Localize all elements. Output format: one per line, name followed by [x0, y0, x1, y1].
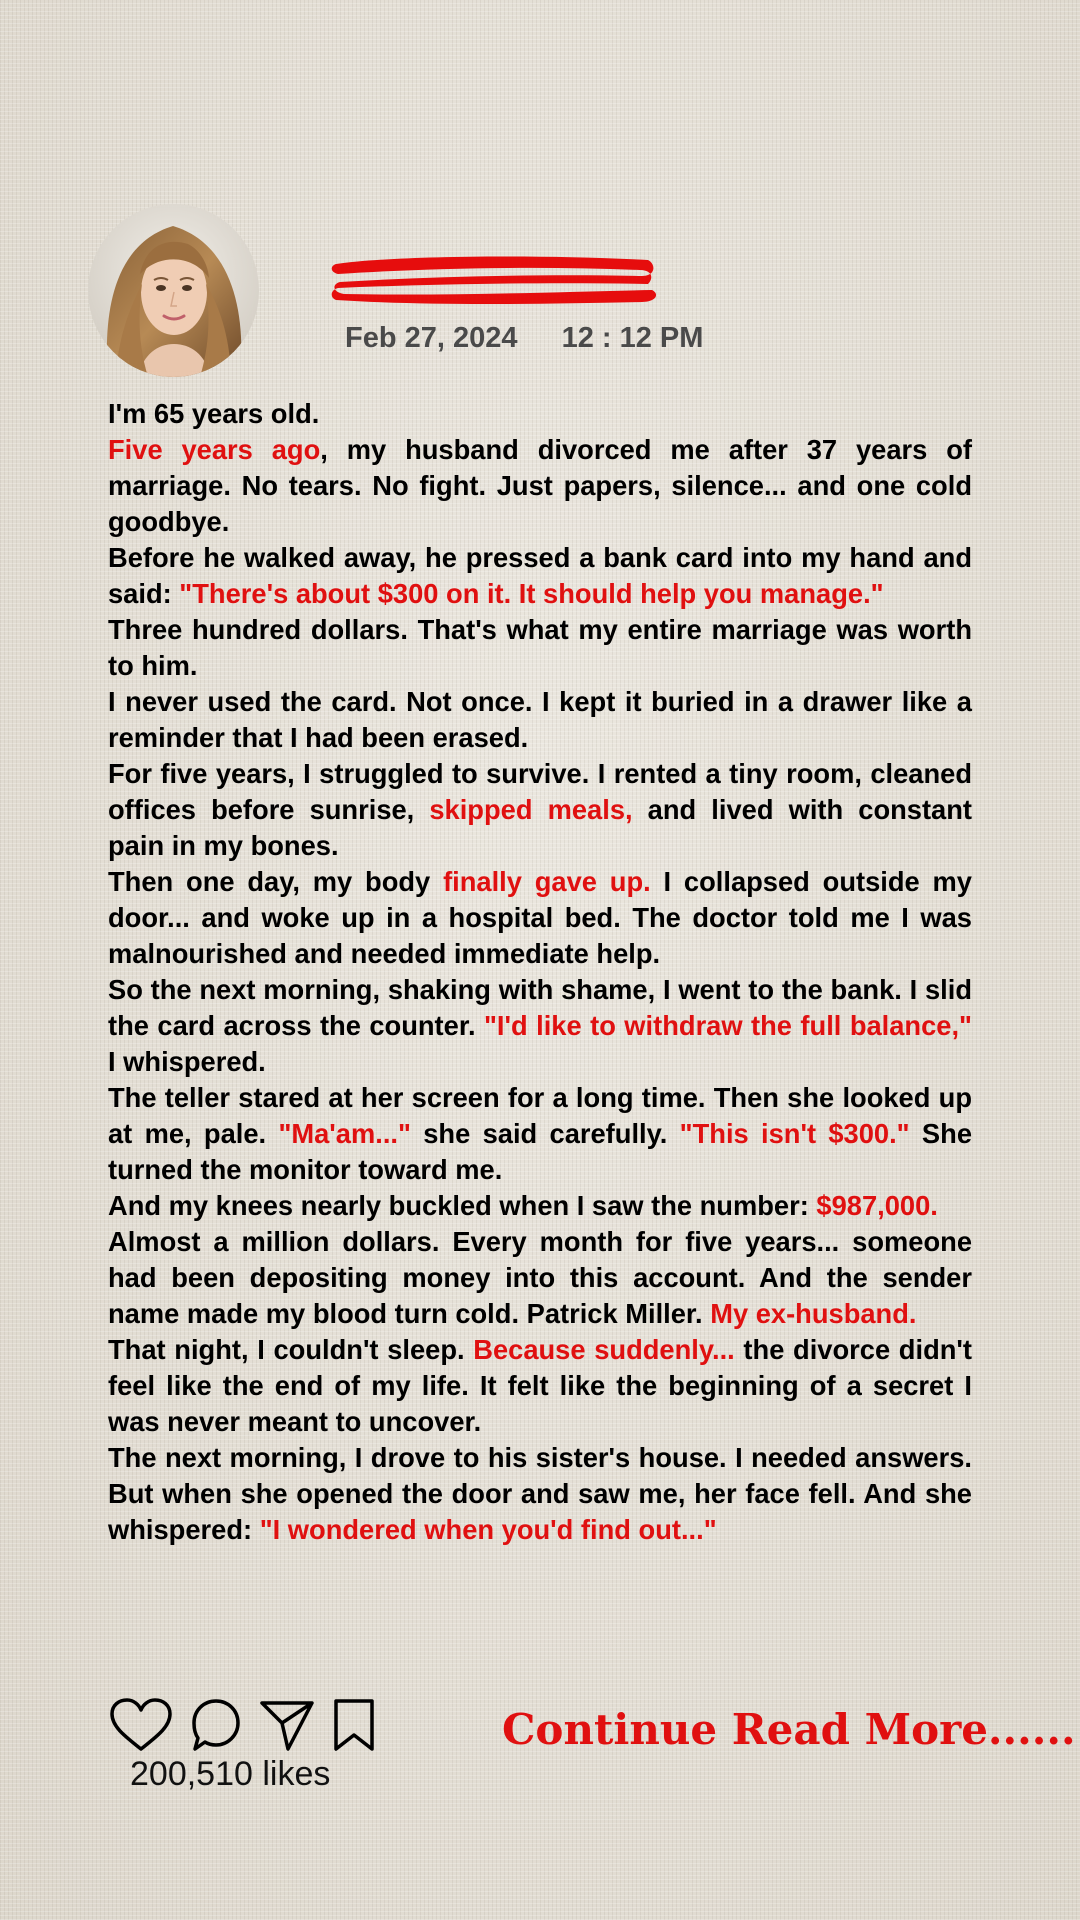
avatar[interactable] — [88, 204, 259, 377]
story-text-segment: For five years, I struggled to survive. I rented a tiny room, cleaned offices before sunrise, — [108, 758, 972, 825]
highlighted-text: "I'd like to withdraw the full balance," — [483, 1010, 972, 1041]
story-paragraph — [108, 684, 972, 756]
highlighted-text: "I wondered when you'd find out..." — [259, 1514, 717, 1545]
post-date: Feb 27, 2024 — [345, 322, 518, 354]
story-paragraph — [108, 540, 972, 612]
story-text-segment: Then one day, my body — [108, 866, 444, 897]
story-text-segment: , my husband divorced me after 37 years of marriage. No tears. No fight. Just papers, silence... and one cold goodbye. — [108, 434, 972, 537]
continue-read-more-link[interactable]: Continue Read More...... — [502, 1705, 1076, 1754]
story-text-segment: And my knees nearly buckled when I saw the number: — [108, 1190, 817, 1221]
likes-count: 200,510 likes — [130, 1755, 331, 1793]
story-paragraph — [108, 1080, 972, 1188]
story-text-segment: The next morning, I drove to his sister's house. I needed answers. But when she opened the door and saw me, her face fell. And she whispered: — [108, 1442, 972, 1545]
highlighted-text: $987,000. — [816, 1190, 938, 1221]
story-text-segment: and lived with constant pain in my bones. — [108, 794, 973, 861]
highlighted-text: Five years ago — [108, 434, 321, 465]
story-text-segment: I never used the card. Not once. I kept it buried in a drawer like a reminder that I had been erased. — [108, 686, 972, 753]
heart-icon[interactable] — [108, 1697, 174, 1753]
story-paragraph — [108, 756, 972, 864]
story-text-segment: I collapsed outside my door... and woke up in a hospital bed. The doctor told me I was malnourished and needed immediate help. — [108, 866, 972, 969]
highlighted-text: skipped meals, — [429, 794, 633, 825]
highlighted-text: "This isn't $300." — [679, 1118, 910, 1149]
avatar-portrait — [88, 204, 259, 377]
story-paragraph — [108, 432, 972, 540]
highlighted-text: My ex-husband. — [710, 1298, 917, 1329]
story-paragraph — [108, 1188, 972, 1224]
story-paragraph — [108, 1332, 972, 1440]
story-text-segment: Almost a million dollars. Every month for five years... someone had been depositing money into this account. And the sender name made my blood turn cold. Patrick Miller. — [108, 1226, 972, 1329]
story-paragraph — [108, 612, 972, 684]
story-text-segment: I'm 65 years old. — [108, 398, 320, 429]
highlighted-text: "There's about $300 on it. It should help you manage." — [179, 578, 884, 609]
story-paragraph — [108, 1440, 972, 1548]
post-meta — [345, 322, 703, 355]
post-time: 12 : 12 PM — [561, 322, 704, 354]
story-paragraph — [108, 1224, 972, 1332]
story-text-segment: I whispered. — [108, 1046, 266, 1077]
story-paragraph — [108, 396, 972, 432]
share-icon[interactable] — [258, 1697, 316, 1753]
story-text-segment: Before he walked away, he pressed a bank card into my hand and said: — [108, 542, 972, 609]
story-text-segment: She turned the monitor toward me. — [108, 1118, 972, 1185]
story-paragraph — [108, 972, 972, 1080]
comment-icon[interactable] — [190, 1697, 242, 1753]
redacted-username — [330, 250, 660, 308]
story-text-segment: she said carefully. — [410, 1118, 680, 1149]
highlighted-text: "Ma'am..." — [278, 1118, 411, 1149]
story-paragraph — [108, 864, 972, 972]
highlighted-text: Because suddenly... — [473, 1334, 735, 1365]
story-text — [108, 396, 972, 1548]
redaction-scribble — [330, 250, 660, 308]
story-text-segment: That night, I couldn't sleep. — [108, 1334, 474, 1365]
action-bar — [108, 1697, 376, 1753]
highlighted-text: finally gave up. — [443, 866, 651, 897]
story-text-segment: Three hundred dollars. That's what my entire marriage was worth to him. — [108, 614, 972, 681]
story-text-segment: the divorce didn't feel like the end of my life. It felt like the beginning of a secret I was never meant to uncover. — [108, 1334, 972, 1437]
story-text-segment: So the next morning, shaking with shame, I went to the bank. I slid the card across the counter. — [108, 974, 972, 1041]
story-text-segment: The teller stared at her screen for a long time. Then she looked up at me, pale. — [108, 1082, 972, 1149]
bookmark-icon[interactable] — [332, 1697, 376, 1753]
